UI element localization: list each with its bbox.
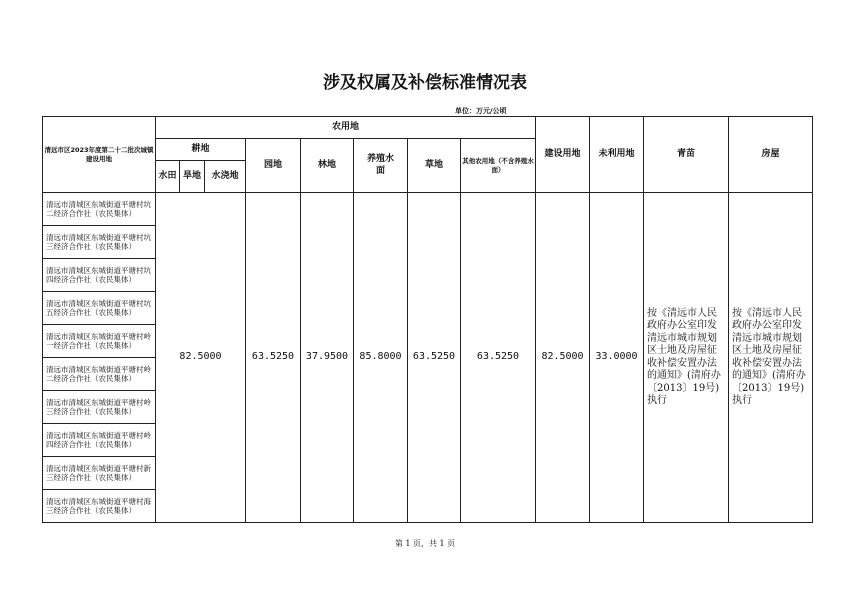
aqua-value: 85.8000: [354, 193, 408, 523]
crops-header: 青苗: [644, 117, 729, 193]
grass-value: 63.5250: [408, 193, 461, 523]
garden-value: 63.5250: [246, 193, 301, 523]
page-title: 涉及权属及补偿标准情况表: [323, 73, 527, 93]
dry-header: 旱地: [180, 161, 205, 193]
arable-value: 82.5000: [156, 193, 246, 523]
construction-value: 82.5000: [536, 193, 590, 523]
unit-label: 单位：万元/公顷: [455, 107, 507, 115]
crops-value: 按《清远市人民政府办公室印发清远市城市规划区土地及房屋征收补偿安置办法的通知》(清府办〔2013〕19号)执行: [644, 193, 729, 523]
paddy-header: 水田: [156, 161, 180, 193]
grass-header: 草地: [408, 139, 461, 193]
row-name: 清远市清城区东城街道平塘村坑三经济合作社（农民集体）: [43, 226, 156, 259]
garden-header: 园地: [246, 139, 301, 193]
compensation-table: [42, 116, 813, 523]
row-name: 清远市清城区东城街道平塘村岭二经济合作社（农民集体）: [43, 358, 156, 391]
row-name: 清远市清城区东城街道平塘村坑四经济合作社（农民集体）: [43, 259, 156, 292]
arable-header: 耕地: [156, 139, 246, 161]
agri-header: 农用地: [156, 117, 536, 139]
forest-header: 林地: [301, 139, 354, 193]
construction-header: 建设用地: [536, 117, 590, 193]
row-name: 清远市清城区东城街道平塘村岭四经济合作社（农民集体）: [43, 424, 156, 457]
forest-value: 37.9500: [301, 193, 354, 523]
row-name: 清远市清城区东城街道平塘村海三经济合作社（农民集体）: [43, 490, 156, 523]
houses-value: 按《清远市人民政府办公室印发清远市城市规划区土地及房屋征收补偿安置办法的通知》(清府办〔2013〕19号)执行: [729, 193, 813, 523]
other-agri-value: 63.5250: [461, 193, 536, 523]
page-footer: 第 1 页，共 1 页: [394, 539, 456, 548]
row-name: 清远市清城区东城街道平塘村坑二经济合作社（农民集体）: [43, 193, 156, 226]
aqua-header: 养殖水面: [354, 139, 408, 193]
row-name: 清远市清城区东城街道平塘村坑五经济合作社（农民集体）: [43, 292, 156, 325]
unused-value: 33.0000: [590, 193, 644, 523]
irrigated-header: 水浇地: [205, 161, 246, 193]
project-header: 清远市区2023年度第二十二批次城镇建设用地: [43, 117, 156, 193]
row-name: 清远市清城区东城街道平塘村新三经济合作社（农民集体）: [43, 457, 156, 490]
other-agri-header: 其他农用地（不含养殖水面）: [461, 139, 536, 193]
unused-header: 未利用地: [590, 117, 644, 193]
houses-header: 房屋: [729, 117, 813, 193]
row-name: 清远市清城区东城街道平塘村岭一经济合作社（农民集体）: [43, 325, 156, 358]
row-name: 清远市清城区东城街道平塘村岭三经济合作社（农民集体）: [43, 391, 156, 424]
